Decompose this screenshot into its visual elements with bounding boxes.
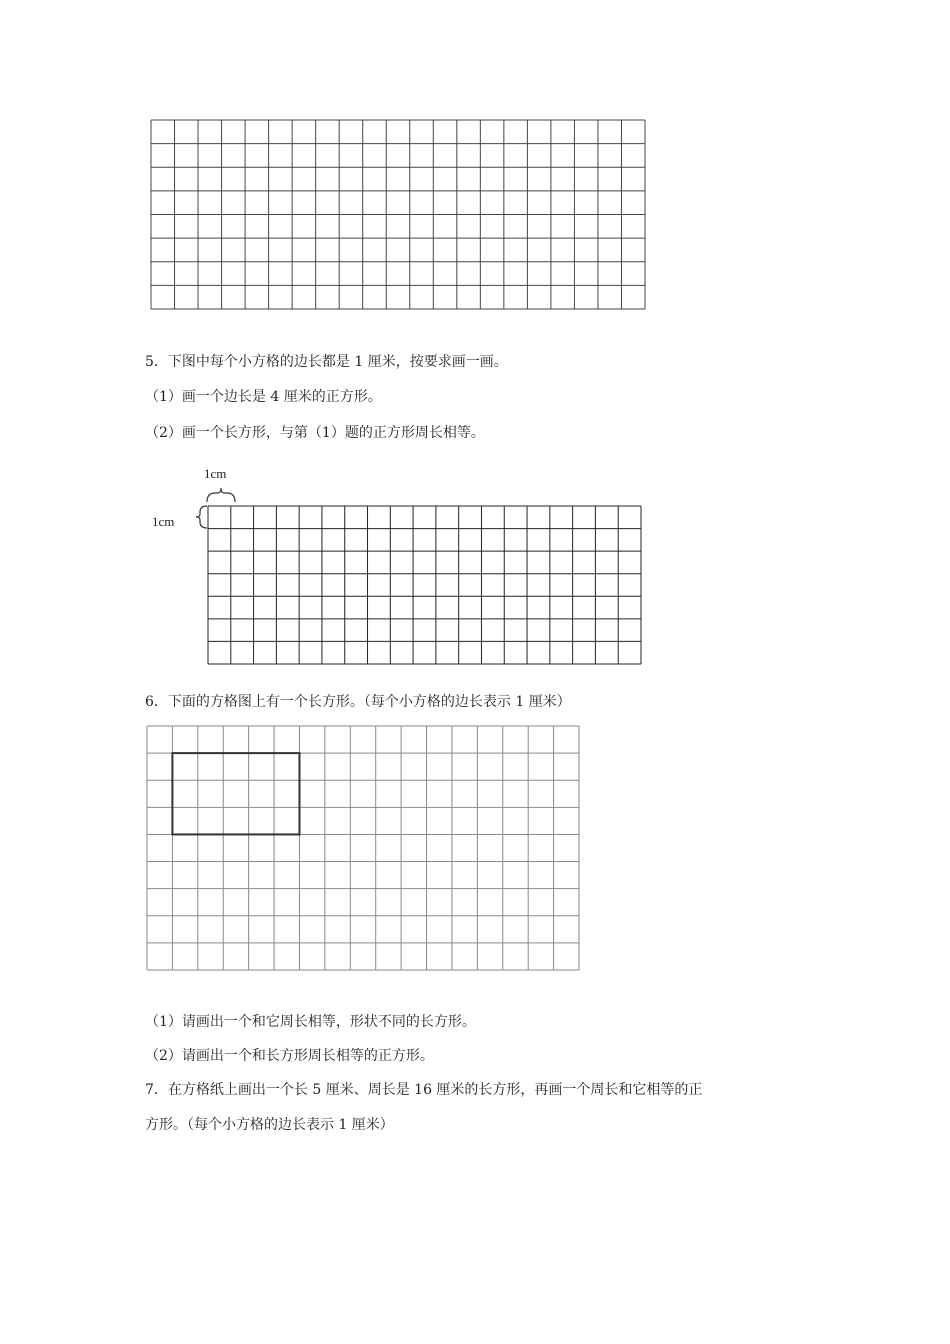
grid-top <box>150 119 646 312</box>
q5-part1: （1）画一个边长是 4 厘米的正方形。 <box>145 389 382 405</box>
given-rectangle <box>172 753 299 834</box>
q7-line2: 方形。（每个小方格的边长表示 1 厘米） <box>145 1117 394 1133</box>
grid-q5 <box>207 505 642 666</box>
q5-title: 5．下图中每个小方格的边长都是 1 厘米，按要求画一画。 <box>145 354 508 370</box>
q6-part1: （1）请画出一个和它周长相等，形状不同的长方形。 <box>145 1014 476 1030</box>
q7-line1: 7．在方格纸上画出一个长 5 厘米、周长是 16 厘米的长方形，再画一个周长和它相等的正 <box>145 1082 703 1098</box>
q6-title: 6．下面的方格图上有一个长方形。（每个小方格的边长表示 1 厘米） <box>145 694 571 710</box>
unit-label-top: 1cm <box>204 466 227 481</box>
brace-top-icon <box>205 485 237 505</box>
grid-q6 <box>146 725 581 972</box>
q6-part2: （2）请画出一个和长方形周长相等的正方形。 <box>145 1048 434 1064</box>
q5-part2: （2）画一个长方形，与第（1）题的正方形周长相等。 <box>145 425 485 441</box>
unit-label-left: 1cm <box>152 514 175 529</box>
